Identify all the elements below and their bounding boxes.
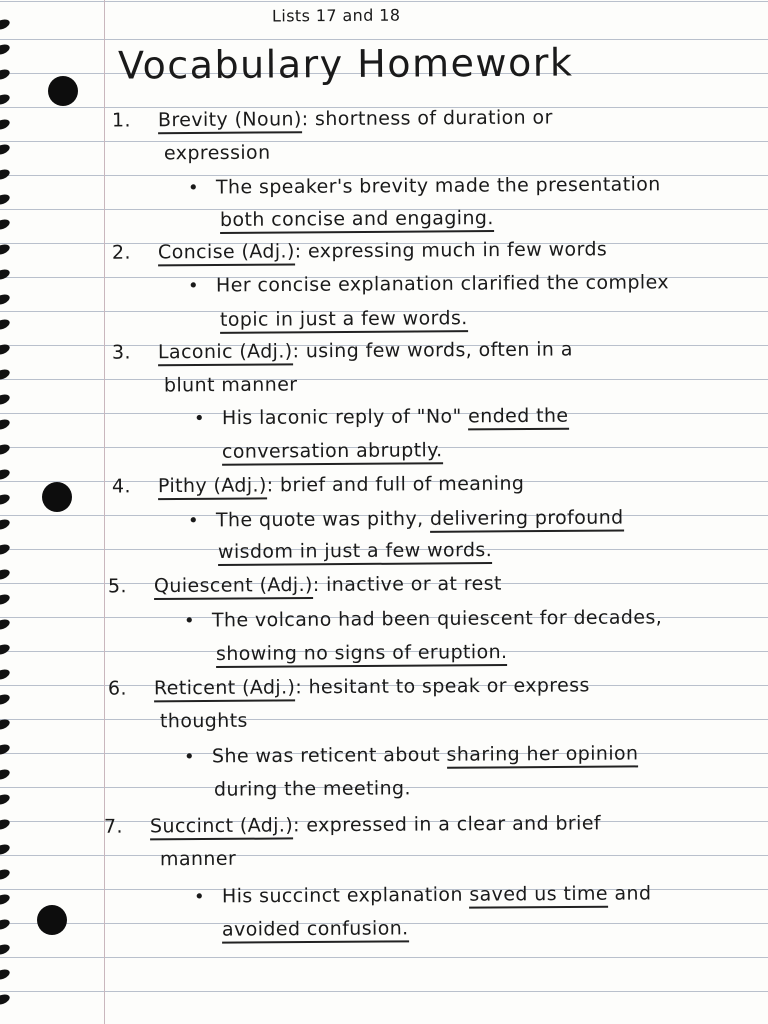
punch-hole: [42, 482, 72, 512]
entry-2-line: [112, 238, 607, 263]
entry-number: 7.: [103, 815, 124, 838]
entry-4-line: [112, 473, 524, 498]
spiral-ring: [0, 118, 11, 132]
spiral-ring: [0, 768, 11, 782]
spiral-ring: [0, 668, 11, 682]
example-sentence: • The quote was pithy, delivering profound: [187, 506, 624, 532]
punch-hole: [37, 905, 67, 935]
spiral-ring: [0, 793, 11, 807]
spiral-ring: [0, 718, 11, 732]
entry-number: 1.: [111, 109, 132, 132]
entry-number: 2.: [111, 241, 132, 264]
entry-3-line: [112, 338, 573, 363]
vocab-definition: : using few words, often in a: [292, 338, 573, 363]
entry-number: 4.: [111, 475, 132, 498]
vocab-term: Reticent (Adj.): [154, 676, 295, 702]
spiral-ring: [0, 893, 11, 907]
example-sentence-cont: conversation abruptly.: [222, 439, 443, 463]
example-sentence: • She was reticent about sharing her opinion: [183, 742, 639, 768]
spiral-ring: [0, 993, 11, 1007]
example-sentence-cont: during the meeting.: [213, 777, 411, 801]
entry-1-line: [112, 106, 553, 131]
spiral-ring: [0, 243, 11, 257]
example-sentence-cont: avoided confusion.: [222, 917, 409, 940]
vocab-definition: : brief and full of meaning: [266, 472, 525, 497]
example-sentence: • The volcano had been quiescent for decades,: [183, 606, 663, 632]
example-sentence: • His laconic reply of "No" ended the: [193, 404, 569, 430]
bullet-icon: •: [183, 610, 196, 632]
spiral-ring: [0, 193, 11, 207]
spiral-ring: [0, 368, 11, 382]
vocab-term: Pithy (Adj.): [158, 474, 267, 500]
page-subtitle: Lists 17 and 18: [271, 5, 401, 26]
punch-hole: [48, 76, 78, 106]
spiral-ring: [0, 943, 11, 957]
spiral-ring: [0, 818, 11, 832]
spiral-ring: [0, 468, 11, 482]
vocab-definition-cont: expression: [163, 141, 271, 165]
spiral-ring: [0, 918, 11, 932]
spiral-ring: [0, 343, 11, 357]
bullet-icon: •: [193, 886, 206, 908]
spiral-ring: [0, 493, 11, 507]
spiral-ring: [0, 743, 11, 757]
vocab-term: Concise (Adj.): [158, 240, 295, 266]
vocab-definition: : expressed in a clear and brief: [293, 812, 602, 837]
spiral-ring: [0, 393, 11, 407]
vocab-definition-cont: blunt manner: [163, 373, 298, 397]
spiral-ring: [0, 843, 11, 857]
bullet-icon: •: [193, 408, 206, 430]
spiral-ring: [0, 643, 11, 657]
page-title: Vocabulary Homework: [117, 40, 574, 88]
spiral-ring: [0, 418, 11, 432]
bullet-icon: •: [187, 177, 200, 199]
spiral-ring: [0, 143, 11, 157]
entry-number: 5.: [107, 575, 128, 598]
spiral-ring: [0, 68, 11, 82]
vocab-definition-cont: thoughts: [159, 709, 248, 733]
spiral-ring: [0, 618, 11, 632]
entry-7-line: [104, 812, 601, 837]
vocab-definition-cont: manner: [159, 847, 237, 871]
example-sentence: • The speaker's brevity made the presentation: [187, 173, 661, 199]
bullet-icon: •: [183, 746, 196, 768]
vocab-definition: : hesitant to speak or express: [295, 674, 590, 699]
vocab-definition: : inactive or at rest: [312, 572, 502, 596]
example-sentence: • Her concise explanation clarified the complex: [187, 271, 670, 297]
spiral-ring: [0, 168, 11, 182]
spiral-ring: [0, 93, 11, 107]
spiral-ring: [0, 18, 11, 32]
bullet-icon: •: [187, 275, 200, 297]
margin-line: [104, 0, 105, 1024]
vocab-definition: : shortness of duration or: [301, 106, 553, 131]
vocab-definition: : expressing much in few words: [294, 238, 608, 263]
entry-6-line: [108, 674, 590, 699]
example-sentence-cont: both concise and engaging.: [220, 207, 494, 231]
spiral-ring: [0, 543, 11, 557]
example-sentence-cont: wisdom in just a few words.: [218, 539, 492, 563]
vocab-term: Brevity (Noun): [158, 108, 302, 134]
example-sentence-cont: topic in just a few words.: [220, 307, 468, 331]
vocab-term: Succinct (Adj.): [150, 814, 293, 840]
spiral-ring: [0, 868, 11, 882]
spiral-ring: [0, 568, 11, 582]
spiral-ring: [0, 43, 11, 57]
bullet-icon: •: [187, 510, 200, 532]
example-sentence-cont: showing no signs of eruption.: [216, 641, 508, 665]
entry-5-line: [108, 573, 502, 598]
spiral-ring: [0, 443, 11, 457]
spiral-ring: [0, 218, 11, 232]
vocab-term: Quiescent (Adj.): [154, 574, 313, 600]
spiral-ring: [0, 318, 11, 332]
spiral-ring: [0, 293, 11, 307]
vocab-term: Laconic (Adj.): [158, 340, 293, 366]
entry-number: 6.: [107, 677, 128, 700]
spiral-binding: [0, 0, 18, 1024]
entry-number: 3.: [111, 341, 132, 364]
spiral-ring: [0, 593, 11, 607]
spiral-ring: [0, 693, 11, 707]
spiral-ring: [0, 968, 11, 982]
example-sentence: • His succinct explanation saved us time and: [193, 882, 652, 908]
spiral-ring: [0, 268, 11, 282]
spiral-ring: [0, 518, 11, 532]
